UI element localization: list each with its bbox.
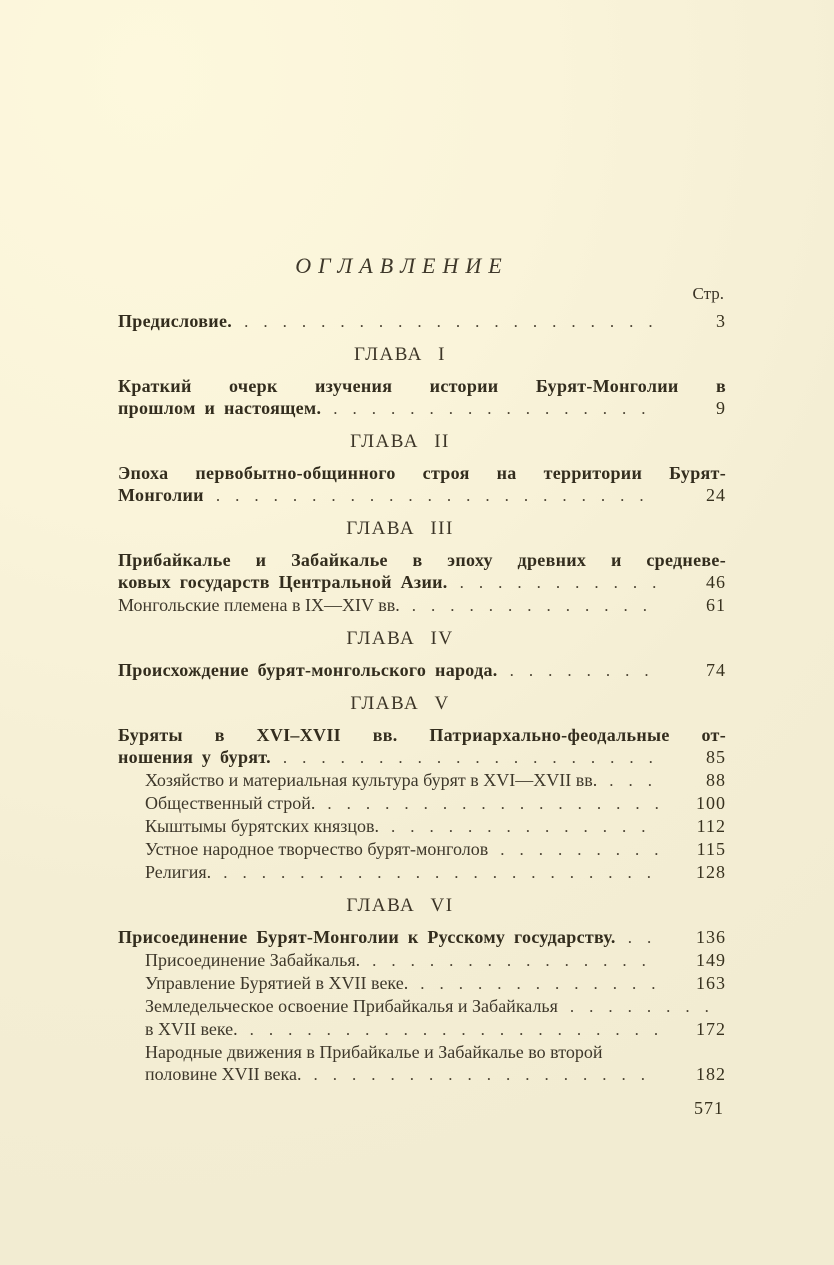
chapter-heading: ГЛАВА V — [350, 693, 450, 714]
page-title: ОГЛАВЛЕНИЕ — [295, 253, 509, 278]
toc-entry — [118, 549, 726, 594]
toc-entry — [118, 995, 726, 1041]
dot-leader — [244, 311, 658, 333]
dot-leader — [216, 485, 658, 507]
dot-leader — [628, 927, 658, 949]
chapter-heading: ГЛАВА III — [346, 518, 454, 539]
entry-label-line2: прошлом и настоящем. — [118, 398, 322, 418]
chapter-heading: ГЛАВА IV — [346, 628, 454, 649]
dot-leader — [570, 996, 722, 1018]
toc-entry — [118, 815, 726, 838]
entry-label-line2: в XVII веке. — [145, 1019, 238, 1039]
table-of-contents — [118, 252, 726, 1119]
dot-leader — [327, 793, 658, 815]
entry-label-line1: Эпоха первобытно-общинного строя на территории Бурят- — [118, 463, 726, 483]
entry-page-number: 128 — [696, 862, 726, 882]
toc-entry — [118, 659, 726, 682]
entry-page-number: 24 — [706, 485, 726, 505]
entry-page-number: 74 — [706, 660, 726, 680]
entry-label-line2: половине XVII века. — [145, 1064, 302, 1084]
entry-page-number: 46 — [706, 572, 726, 592]
dot-leader — [313, 1064, 658, 1086]
entry-page-number: 163 — [696, 973, 726, 993]
toc-entry — [118, 1041, 726, 1086]
entry-page-number: 149 — [696, 950, 726, 970]
entry-label: Присоединение Забайкалья. — [145, 950, 361, 970]
book-page-number: 571 — [694, 1098, 724, 1118]
dot-leader — [372, 950, 658, 972]
entry-label-line2: Монголии — [118, 485, 204, 505]
dot-leader — [420, 973, 658, 995]
dot-leader — [250, 1019, 658, 1041]
dot-leader — [333, 398, 658, 420]
toc-entry — [118, 594, 726, 617]
entry-label-line2: ношения у бурят. — [118, 747, 271, 767]
entry-label-line1: Буряты в XVI–XVII вв. Патриархально-феодальные от- — [118, 725, 726, 745]
entry-label: Религия. — [145, 862, 212, 882]
entry-label-line1: Прибайкалье и Забайкалье в эпоху древних и средневе- — [118, 550, 726, 570]
dot-leader — [283, 747, 658, 769]
toc-entry — [118, 838, 726, 861]
dot-leader — [412, 595, 658, 617]
entry-page-number: 61 — [706, 595, 726, 615]
toc-entry — [118, 792, 726, 815]
toc-entry — [118, 375, 726, 420]
entry-page-number: 172 — [696, 1019, 726, 1039]
toc-entry-preface — [118, 310, 726, 333]
toc-entry — [118, 724, 726, 769]
entry-page-number: 9 — [716, 398, 726, 418]
chapter-heading: ГЛАВА II — [350, 431, 450, 452]
entry-label: Присоединение Бурят-Монголии к Русскому государству. — [118, 927, 616, 947]
entry-label: Хозяйство и материальная культура бурят в XVI—XVII вв. — [145, 770, 598, 790]
entry-page-number: 100 — [696, 793, 726, 813]
dot-leader — [500, 839, 658, 861]
entry-label: Монгольские племена в IX—XIV вв. — [118, 595, 400, 615]
dot-leader — [460, 572, 658, 594]
dot-leader — [223, 862, 658, 884]
toc-entry — [118, 926, 726, 949]
entry-page-number: 115 — [696, 839, 726, 859]
chapter-heading: ГЛАВА I — [354, 344, 446, 365]
toc-entry — [118, 972, 726, 995]
dot-leader — [609, 770, 658, 792]
entry-page-number: 88 — [706, 770, 726, 790]
dot-leader — [391, 816, 658, 838]
chapter-heading: ГЛАВА VI — [346, 895, 454, 916]
entry-label-line1: Земледельческое освоение Прибайкалья и Забайкалья — [145, 996, 558, 1016]
entry-page-number: 85 — [706, 747, 726, 767]
toc-entry — [118, 769, 726, 792]
entry-label: Устное народное творчество бурят-монголов — [145, 839, 489, 859]
entry-label-line1: Краткий очерк изучения истории Бурят-Монголии в — [118, 376, 726, 396]
page-column-label: Стр. — [692, 284, 724, 303]
toc-entry — [118, 462, 726, 507]
entry-label: Предисловие. — [118, 311, 233, 331]
entry-page-number: 182 — [696, 1064, 726, 1084]
entry-page-number: 3 — [716, 311, 726, 331]
entry-label-line1: Народные движения в Прибайкалье и Забайкалье во второй — [145, 1042, 603, 1062]
entry-label: Кыштымы бурятских князцов. — [145, 816, 380, 836]
entry-label: Общественный строй. — [145, 793, 316, 813]
toc-entry — [118, 861, 726, 884]
entry-page-number: 136 — [696, 927, 726, 947]
entry-label: Происхождение бурят-монгольского народа. — [118, 660, 498, 680]
entry-label-line2: ковых государств Центральной Азии. — [118, 572, 448, 592]
toc-entry — [118, 949, 726, 972]
dot-leader — [510, 660, 658, 682]
entry-label: Управление Бурятией в XVII веке. — [145, 973, 409, 993]
entry-page-number: 112 — [696, 816, 726, 836]
